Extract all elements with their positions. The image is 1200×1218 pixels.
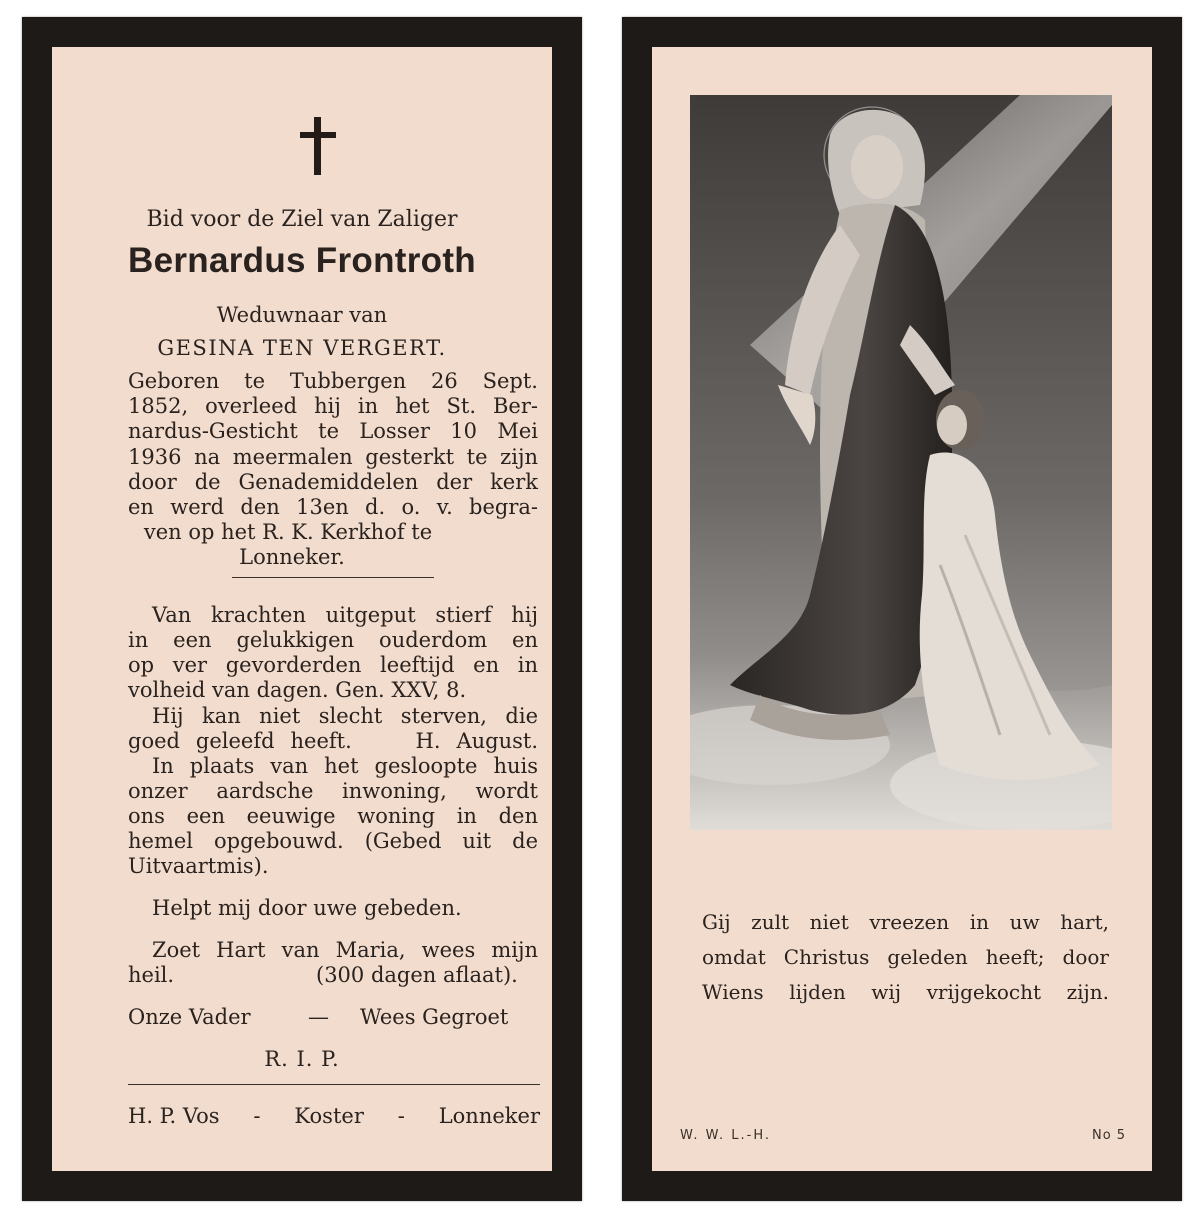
- biography-line: ven op het R. K. Kerkhof te: [143, 520, 433, 544]
- invocation-text: Bid voor de Ziel van Zaliger: [146, 207, 458, 232]
- devotional-picture: [690, 95, 1112, 830]
- card-number: No 5: [1092, 1128, 1127, 1143]
- text-line: in een gelukkigen ouderdom en: [128, 628, 538, 652]
- text-line: Uitvaartmis).: [128, 854, 269, 878]
- text-line: ons een eeuwige woning in den: [128, 804, 538, 828]
- rip-text: R. I. P.: [264, 1047, 340, 1071]
- publisher-separator: -: [397, 1104, 405, 1128]
- prayer-onze-vader: Onze Vader: [128, 1005, 251, 1029]
- publisher-role: Koster: [294, 1104, 364, 1128]
- publisher-name: H. P. Vos: [128, 1104, 220, 1128]
- prayer-dash: —: [308, 1005, 329, 1029]
- biography-line: Lonneker.: [239, 545, 345, 569]
- quote-line: Wiens lijden wij vrijgekocht zijn.: [702, 980, 1109, 1004]
- spouse-name: GESINA TEN VERGERT.: [157, 336, 447, 360]
- text-line: Van krachten uitgeput stierf hij: [152, 603, 538, 627]
- text-line: goed geleefd heeft. H. August.: [128, 729, 538, 753]
- cross-icon: [300, 117, 336, 175]
- biography-line: Geboren te Tubbergen 26 Sept.: [128, 369, 538, 393]
- publisher-line: [128, 1104, 540, 1128]
- divider-line: [232, 577, 434, 578]
- biography-line: en werd den 13en d. o. v. begra-: [128, 495, 538, 519]
- text-line: volheid van dagen. Gen. XXV, 8.: [128, 678, 467, 702]
- aspiration-line: heil.: [128, 963, 175, 987]
- prayer-request: Helpt mij door uwe gebeden.: [152, 896, 462, 920]
- text-line: Hij kan niet slecht sterven, die: [152, 704, 538, 728]
- biography-line: door de Genademiddelen der kerk: [128, 470, 538, 494]
- publisher-separator: -: [253, 1104, 261, 1128]
- biography-line: 1852, overleed hij in het St. Ber-: [128, 394, 538, 418]
- aspiration-line: Zoet Hart van Maria, wees mijn: [152, 938, 538, 962]
- biography-line: nardus-Gesticht te Losser 10 Mei: [128, 419, 538, 443]
- text-line: In plaats van het gesloopte huis: [152, 754, 538, 778]
- footer-rule: [128, 1084, 540, 1085]
- memorial-card-back: [622, 17, 1182, 1201]
- text-line: hemel opgebouwd. (Gebed uit de: [128, 829, 538, 853]
- relation-text: Weduwnaar van: [216, 303, 388, 327]
- deceased-name: Bernardus Frontroth: [128, 241, 476, 280]
- printer-mark: W. W. L.-H.: [680, 1128, 771, 1143]
- memorial-card-front: [22, 17, 582, 1201]
- quote-line: Gij zult niet vreezen in uw hart,: [702, 910, 1109, 934]
- text-line: op ver gevorderden leeftijd en in: [128, 653, 538, 677]
- text-line: onzer aardsche inwoning, wordt: [128, 779, 538, 803]
- card-paper: [652, 47, 1152, 1171]
- card-paper: [52, 47, 552, 1171]
- quote-line: omdat Christus geleden heeft; door: [702, 945, 1109, 969]
- publisher-place: Lonneker: [438, 1104, 540, 1128]
- mary-with-kneeling-child-illustration: [690, 95, 1112, 830]
- indulgence-note: (300 dagen aflaat).: [316, 963, 518, 987]
- biography-line: 1936 na meermalen gesterkt te zijn: [128, 445, 538, 469]
- prayer-wees-gegroet: Wees Gegroet: [360, 1005, 509, 1029]
